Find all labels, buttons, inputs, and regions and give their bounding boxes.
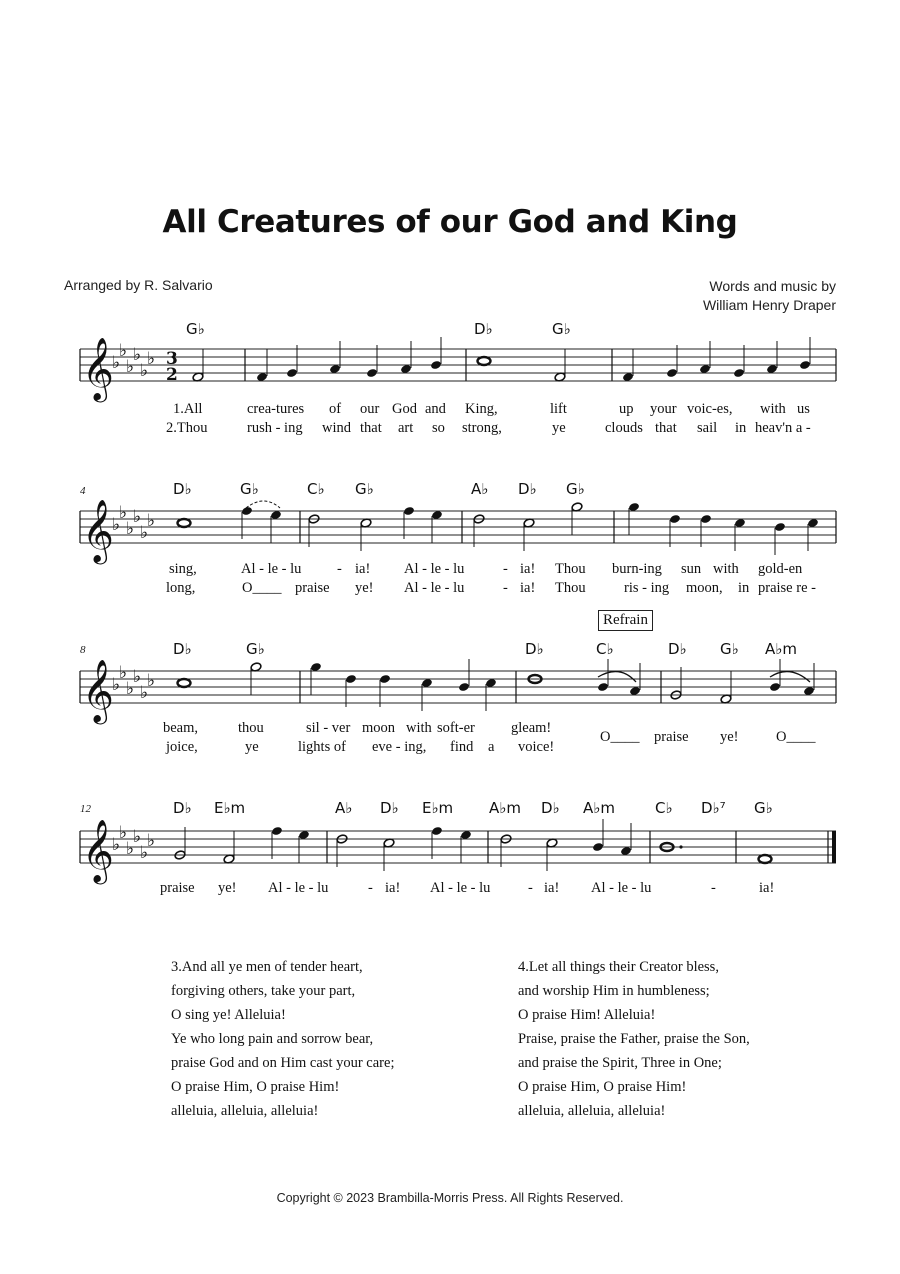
chord-label: D♭ (173, 799, 192, 817)
lyric-syllable: ia! (385, 880, 401, 896)
lyric-syllable: praise re - (758, 580, 816, 596)
svg-text:♭: ♭ (140, 361, 149, 381)
chord-label: E♭m (214, 799, 246, 817)
verse-line: O sing ye! Alleluia! (171, 1007, 286, 1023)
chord-label: G♭ (240, 480, 259, 498)
lyric-syllable: us (797, 401, 810, 417)
lyric-syllable: ia! (355, 561, 371, 577)
lyric-syllable: Al - le - lu (404, 580, 465, 596)
svg-text:♭: ♭ (112, 675, 121, 695)
lyric-syllable: that (655, 420, 677, 436)
measure-number: 8 (80, 644, 86, 656)
lyric-syllable: with (406, 720, 432, 736)
lyric-syllable: ia! (544, 880, 560, 896)
chord-label: G♭ (720, 640, 739, 658)
verse-line: O praise Him, O praise Him! (171, 1079, 340, 1095)
lyric-syllable: heav'n a - (755, 420, 811, 436)
page-title: All Creatures of our God and King (162, 204, 738, 240)
copyright-footer: Copyright © 2023 Brambilla-Morris Press. All Rights Reserved. (276, 1191, 624, 1205)
lyric-syllable: praise (160, 880, 195, 896)
svg-text:♭: ♭ (140, 523, 149, 543)
lyric-syllable: sun (681, 561, 702, 577)
verse-line: alleluia, alleluia, alleluia! (171, 1103, 319, 1119)
chord-label: G♭ (186, 320, 205, 338)
lyric-syllable: - (528, 880, 533, 896)
svg-text:♭: ♭ (112, 515, 121, 535)
lyric-syllable: lights of (298, 739, 346, 755)
lyric-syllable: - (711, 880, 716, 896)
chord-label: D♭⁷ (701, 799, 726, 817)
svg-text:♭: ♭ (133, 667, 142, 687)
verse-line: Praise, praise the Father, praise the Son, (518, 1031, 750, 1047)
lyric-syllable: 1.All (173, 401, 203, 417)
key-signature-flats (112, 341, 155, 381)
staff-lines (80, 511, 836, 543)
svg-text:♭: ♭ (133, 827, 142, 847)
key-signature-flats (112, 503, 155, 543)
lyric-syllable: with (713, 561, 739, 577)
lyric-syllable: rush - ing (247, 420, 303, 436)
lyric-syllable: lift (550, 401, 567, 417)
treble-clef-icon: 𝄞 (82, 499, 114, 562)
lyric-syllable: - (337, 561, 342, 577)
svg-text:♭: ♭ (119, 823, 128, 843)
verse-3 (171, 955, 394, 1123)
lyric-syllable: O____ (242, 580, 282, 596)
time-signature-bottom: 2 (166, 365, 178, 385)
lyric-syllable: a (488, 739, 495, 755)
treble-clef-icon: 𝄞 (82, 819, 114, 882)
chord-label: D♭ (541, 799, 560, 817)
svg-text:♭: ♭ (112, 835, 121, 855)
chord-label: D♭ (474, 320, 493, 338)
lyric-syllable: eve - ing, (372, 739, 427, 755)
treble-clef-icon: 𝄞 (82, 659, 114, 722)
tie (246, 501, 280, 508)
lyric-syllable: voic-es, (687, 401, 733, 417)
lyric-syllable: thou (238, 720, 264, 736)
lyric-syllable: ris - ing (624, 580, 670, 596)
lyric-syllable: - (503, 580, 508, 596)
lyric-syllable: - (368, 880, 373, 896)
lyric-syllable: O____ (600, 729, 640, 745)
verse-4 (518, 955, 750, 1123)
chord-label: A♭m (765, 640, 797, 658)
chord-label: D♭ (173, 480, 192, 498)
lyric-syllable: your (650, 401, 677, 417)
verse-line: O praise Him! Alleluia! (518, 1007, 656, 1023)
lyric-syllable: Al - le - lu (591, 880, 652, 896)
svg-text:♭: ♭ (147, 349, 156, 369)
verse-line: Ye who long pain and sorrow bear, (171, 1031, 374, 1047)
chord-label: E♭m (422, 799, 454, 817)
lyric-syllable: moon, (686, 580, 723, 596)
lyric-syllable: in (735, 420, 747, 436)
chord-label: G♭ (355, 480, 374, 498)
chord-label: G♭ (566, 480, 585, 498)
lyric-syllable: that (360, 420, 382, 436)
lyric-syllable: with (760, 401, 786, 417)
svg-text:♭: ♭ (147, 671, 156, 691)
lyric-syllable: long, (166, 580, 196, 596)
lyric-syllable: 2.Thou (166, 420, 208, 436)
svg-text:♭: ♭ (147, 511, 156, 531)
lyric-syllable: sil - ver (306, 720, 351, 736)
lyric-syllable: Al - le - lu (268, 880, 329, 896)
verse-line: O praise Him, O praise Him! (518, 1079, 687, 1095)
lyric-syllable: soft-er (437, 720, 475, 736)
staff-system-2 (0, 492, 900, 572)
chord-label: C♭ (655, 799, 673, 817)
lyric-syllable: strong, (462, 420, 502, 436)
slur (598, 672, 636, 682)
svg-text:♭: ♭ (140, 843, 149, 863)
verse-line: and worship Him in humbleness; (518, 983, 710, 999)
lyric-syllable: crea-tures (247, 401, 305, 417)
chord-label: G♭ (754, 799, 773, 817)
time-signature-top: 3 (166, 349, 178, 369)
lyric-syllable: ye! (355, 580, 374, 596)
lyric-syllable: so (432, 420, 445, 436)
lyric-syllable: up (619, 401, 634, 417)
lyric-syllable: Thou (555, 561, 586, 577)
svg-text:♭: ♭ (119, 663, 128, 683)
lyric-syllable: art (398, 420, 414, 436)
key-signature-flats (112, 663, 155, 703)
staff-lines (80, 671, 836, 703)
lyric-syllable: find (450, 739, 474, 755)
lyric-syllable: praise (295, 580, 330, 596)
credit-line-1: Words and music by (709, 278, 836, 294)
lyric-syllable: O____ (776, 729, 816, 745)
svg-text:♭: ♭ (112, 353, 121, 373)
lyric-syllable: sail (697, 420, 718, 436)
lyric-syllable: in (738, 580, 750, 596)
chord-label: C♭ (307, 480, 325, 498)
lyric-syllable: clouds (605, 420, 643, 436)
chord-label: D♭ (380, 799, 399, 817)
svg-text:♭: ♭ (126, 357, 135, 377)
lyric-syllable: our (360, 401, 380, 417)
staff-system-1 (0, 330, 900, 410)
svg-text:♭: ♭ (147, 831, 156, 851)
verse-line: 4.Let all things their Creator bless, (518, 959, 719, 975)
verse-line: alleluia, alleluia, alleluia! (518, 1103, 666, 1119)
lyric-syllable: joice, (166, 739, 198, 755)
treble-clef-icon: 𝄞 (82, 337, 114, 400)
verse-line: forgiving others, take your part, (171, 983, 356, 999)
lyric-syllable: gleam! (511, 720, 552, 736)
svg-text:♭: ♭ (126, 679, 135, 699)
lyric-syllable: wind (322, 420, 351, 436)
svg-text:♭: ♭ (140, 683, 149, 703)
lyric-syllable: God (392, 401, 417, 417)
chord-label: A♭m (583, 799, 615, 817)
measure-number: 12 (80, 803, 91, 815)
chord-label: D♭ (525, 640, 544, 658)
svg-text:♭: ♭ (119, 503, 128, 523)
lyric-syllable: King, (465, 401, 498, 417)
lyric-syllable: ye (245, 739, 259, 755)
key-signature-flats (112, 823, 155, 863)
lyric-syllable: praise (654, 729, 689, 745)
lyric-syllable: voice! (518, 739, 555, 755)
lyric-syllable: moon (362, 720, 396, 736)
lyric-syllable: sing, (169, 561, 197, 577)
lyric-syllable: gold-en (758, 561, 803, 577)
lyric-syllable: and (425, 401, 446, 417)
chord-label: A♭m (489, 799, 521, 817)
lyric-syllable: ye (552, 420, 566, 436)
chord-label: G♭ (552, 320, 571, 338)
lyric-syllable: of (329, 401, 342, 417)
lyric-syllable: ia! (759, 880, 775, 896)
measure-number: 4 (80, 485, 86, 497)
verse-line: 3.And all ye men of tender heart, (171, 959, 363, 975)
notes (178, 501, 819, 555)
lyric-syllable: - (503, 561, 508, 577)
lyric-syllable: ye! (218, 880, 237, 896)
chord-label: D♭ (518, 480, 537, 498)
lyric-syllable: Al - le - lu (241, 561, 302, 577)
chord-label: D♭ (668, 640, 687, 658)
lyric-syllable: burn-ing (612, 561, 662, 577)
svg-text:♭: ♭ (126, 839, 135, 859)
lyric-syllable: Thou (555, 580, 586, 596)
lyric-syllable: beam, (163, 720, 199, 736)
slur (770, 672, 810, 682)
staff-lines (80, 831, 836, 863)
svg-text:♭: ♭ (133, 507, 142, 527)
arranger-credit: Arranged by R. Salvario (64, 277, 213, 293)
chord-label: A♭ (471, 480, 489, 498)
chord-label: G♭ (246, 640, 265, 658)
lyric-syllable: ia! (520, 561, 536, 577)
lyric-syllable: ia! (520, 580, 536, 596)
chord-label: D♭ (173, 640, 192, 658)
composer-credit (703, 277, 836, 315)
verse-line: and praise the Spirit, Three in One; (518, 1055, 722, 1071)
chord-label: A♭ (335, 799, 353, 817)
verse-line: praise God and on Him cast your care; (171, 1055, 395, 1071)
lyric-syllable: Al - le - lu (404, 561, 465, 577)
credit-line-2: William Henry Draper (702, 297, 836, 313)
svg-text:♭: ♭ (126, 519, 135, 539)
lyric-syllable: Al - le - lu (430, 880, 491, 896)
lyric-syllable: ye! (720, 729, 739, 745)
svg-text:♭: ♭ (119, 341, 128, 361)
chord-label: C♭ (596, 640, 614, 658)
refrain-label: Refrain (598, 610, 653, 631)
svg-text:♭: ♭ (133, 345, 142, 365)
notes (192, 337, 811, 382)
